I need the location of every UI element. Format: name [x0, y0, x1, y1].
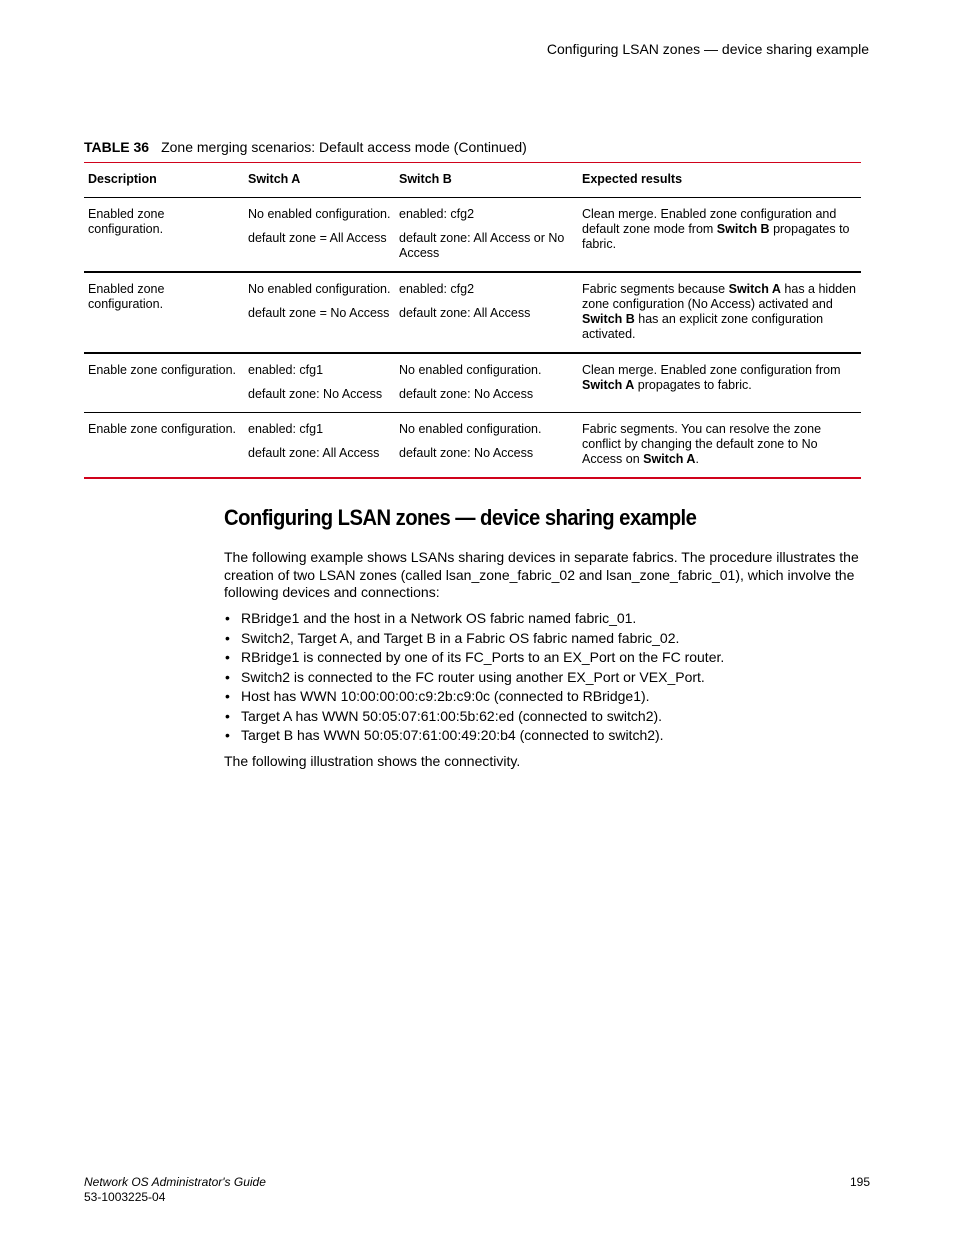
table-row [84, 353, 861, 413]
connections-list [224, 609, 864, 746]
result-bold: Switch A [582, 378, 635, 392]
result-text: Fabric segments because [582, 282, 729, 296]
col-header-switch-a: Switch A [244, 163, 395, 198]
cell-line: default zone: No Access [399, 387, 534, 401]
section-heading: Configuring LSAN zones — device sharing example [224, 505, 697, 530]
cell-expected-result [578, 272, 861, 353]
list-item-text: Target B has WWN 50:05:07:61:00:49:20:b4 (connected to switch2). [241, 727, 664, 743]
cell-switch-b [395, 198, 578, 273]
cell-line: default zone: All Access or No Access [399, 231, 565, 260]
cell-switch-a [244, 353, 395, 413]
list-item [224, 687, 864, 707]
cell-line: enabled: cfg2 [399, 207, 475, 221]
outro-paragraph: The following illustration shows the connectivity. [224, 753, 521, 769]
cell-switch-a [244, 198, 395, 273]
result-text: Clean merge. Enabled zone configuration and default zone mode from [582, 207, 837, 236]
result-text: . [695, 452, 699, 466]
cell-line: default zone: No Access [248, 387, 383, 401]
table-row [84, 198, 861, 273]
table-row [84, 413, 861, 479]
result-bold: Switch A [643, 452, 696, 466]
cell-description: Enable zone configuration. [84, 353, 244, 413]
cell-expected-result [578, 413, 861, 479]
bullet-glyph: • [225, 610, 230, 626]
cell-description: Enabled zone configuration. [84, 272, 244, 353]
running-header: Configuring LSAN zones — device sharing example [546, 41, 869, 57]
cell-line: enabled: cfg1 [248, 363, 324, 377]
table-label: TABLE 36 [84, 139, 150, 155]
list-item-text: Target A has WWN 50:05:07:61:00:5b:62:ed (connected to switch2). [241, 707, 663, 724]
list-item [224, 648, 864, 668]
bullet-glyph: • [225, 629, 230, 646]
cell-line: No enabled configuration. [399, 422, 542, 436]
page-number: 195 [849, 1175, 870, 1189]
result-text: propagates to fabric. [582, 222, 850, 251]
result-text: Clean merge. Enabled zone configuration from [582, 363, 841, 377]
result-text: has an explicit zone configuration activated. [582, 312, 824, 341]
col-header-expected-results: Expected results [578, 163, 861, 198]
footer-left [84, 1175, 266, 1205]
cell-description: Enabled zone configuration. [84, 198, 244, 273]
cell-line: enabled: cfg2 [399, 282, 475, 296]
bullet-glyph: • [225, 727, 230, 743]
list-item [224, 726, 864, 746]
cell-switch-b [395, 413, 578, 479]
list-item-text: Host has WWN 10:00:00:00:c9:2b:c9:0c (connected to RBridge1). [241, 688, 650, 704]
list-item [224, 609, 864, 629]
cell-line: default zone: All Access [248, 446, 380, 460]
guide-title: Network OS Administrator's Guide [84, 1175, 266, 1189]
cell-line: No enabled configuration. [248, 207, 391, 221]
cell-line: default zone: All Access [399, 306, 531, 320]
bullet-glyph: • [225, 688, 230, 704]
table-title: Zone merging scenarios: Default access mode (Continued) [161, 139, 527, 155]
list-item-text: RBridge1 and the host in a Network OS fabric named fabric_01. [241, 610, 637, 626]
cell-line: No enabled configuration. [399, 363, 542, 377]
zone-merging-table [84, 162, 861, 479]
table-row [84, 272, 861, 353]
intro-paragraph: The following example shows LSANs sharing devices in separate fabrics. The procedure illustrates the creation of two LSAN zones (called lsan_zone_fabric_02 and lsan_zone_fabric_01), which involve the following devices and connections: [224, 549, 859, 600]
cell-line: default zone: No Access [399, 446, 534, 460]
cell-line: enabled: cfg1 [248, 422, 324, 436]
list-item [224, 668, 864, 688]
result-bold: Switch A [728, 282, 781, 296]
list-item-text: Switch2, Target A, and Target B in a Fabric OS fabric named fabric_02. [241, 629, 680, 646]
cell-switch-b [395, 353, 578, 413]
result-text: has a hidden zone configuration (No Access) activated and [582, 282, 856, 311]
cell-switch-a [244, 413, 395, 479]
cell-line: default zone = All Access [248, 231, 387, 245]
document-id: 53-1003225-04 [84, 1190, 166, 1204]
cell-switch-b [395, 272, 578, 353]
bullet-glyph: • [225, 707, 230, 724]
list-item [224, 707, 864, 727]
bullet-glyph: • [225, 649, 230, 665]
result-bold: Switch B [582, 312, 635, 326]
cell-expected-result [578, 198, 861, 273]
cell-line: No enabled configuration. [248, 282, 391, 296]
bullet-glyph: • [225, 668, 230, 685]
result-text: Fabric segments. You can resolve the zone conflict by changing the default zone to No Access on [582, 422, 822, 466]
col-header-switch-b: Switch B [395, 163, 578, 198]
list-item-text: Switch2 is connected to the FC router using another EX_Port or VEX_Port. [241, 668, 705, 685]
result-text: propagates to fabric. [634, 378, 752, 392]
table-caption [84, 139, 527, 155]
result-bold: Switch B [716, 222, 770, 236]
cell-expected-result [578, 353, 861, 413]
list-item [224, 629, 864, 649]
cell-line: default zone = No Access [248, 306, 390, 320]
col-header-description: Description [84, 163, 244, 198]
cell-description: Enable zone configuration. [88, 422, 237, 436]
cell-switch-a [244, 272, 395, 353]
list-item-text: RBridge1 is connected by one of its FC_Ports to an EX_Port on the FC router. [241, 649, 725, 665]
